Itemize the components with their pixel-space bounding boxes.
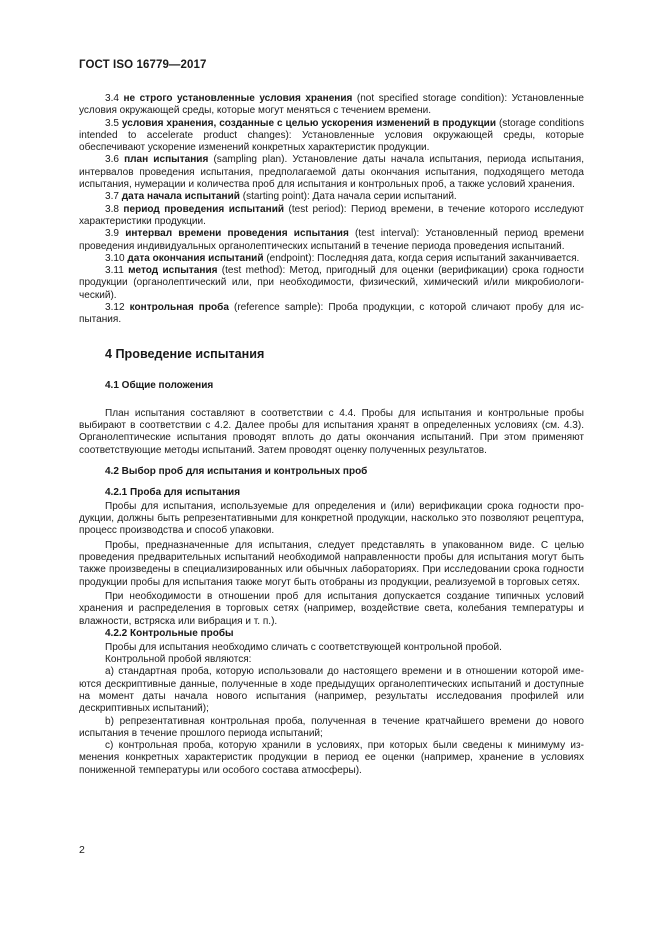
definition-term: дата начала испытаний	[121, 191, 240, 203]
section-4-2-2-item-b: b) репрезентативная контрольная проба, полученная в течение кратчайшего времени до нового испытания в течение прошлого периода испытаний;	[79, 715, 584, 739]
definition-number: 3.9	[105, 228, 119, 240]
definition-term: не строго установленные условия хранения	[123, 93, 353, 104]
section-4-1-heading: 4.1 Общие положения	[105, 379, 214, 391]
definition-term: план испытания	[124, 154, 209, 166]
section-4-1-paragraph: План испытания составляют в соответствии с 4.4. Пробы для испытания и контрольные пробы выбирают в соответствии с 4.2. Далее пробы для испытания хранят в определенных условиях (см. 4.3). Органолептические испытания проводят вплоть до даты окончания испытаний. При этом применяют соответствующие методы испытаний. Затем проводят оценку полученных результатов.	[79, 407, 584, 456]
page-number: 2	[79, 844, 85, 856]
definition-text: (endpoint): Последняя дата, когда серия испытаний заканчивается.	[263, 252, 580, 264]
section-4-2-1-heading: 4.2.1 Проба для испытания	[105, 486, 241, 498]
definition-text: (starting point): Дата начала серии испытаний.	[239, 191, 457, 203]
definition-3-4	[79, 93, 584, 118]
section-4-2-1-paragraph-2: Пробы, предназначенные для испытания, следует представлять в упакованном виде. С целью проведения предварительных испытаний необходимой направленности пробы для испытания могут быть также произведены в специализированных или обычных лабораториях. При исследовании срока годности продукции пробы для испытания также могут быть отобраны из продукции, реализуемой в торговых сетях.	[79, 539, 584, 588]
section-4-2-1-paragraph-1: Пробы для испытания, используемые для определения и (или) верификации срока годности продукции, должны быть репрезентативными для конкретной продукции, насколько это позволяют рецептура, процесс производства и способ упаковки.	[79, 500, 584, 537]
definition-term: дата окончания испытаний	[127, 252, 264, 264]
definition-text: (test interval): Установленный период времени проведения индивидуальных органолептических испытаний в течение периода проведения испытаний.	[79, 228, 584, 252]
section-4-2-heading: 4.2 Выбор проб для испытания и контрольных проб	[105, 465, 368, 477]
definition-number: 3.6	[105, 154, 119, 166]
definition-3-7	[79, 191, 584, 203]
definition-3-8	[79, 204, 584, 229]
section-4-2-1-paragraph-3: При необходимости в отношении проб для испытания допускается создание типичных условий хранения и распределения в торговых сетях (например, воздействие света, колебания температуры и влажности, встряска или вибрация и т. п.).	[79, 590, 584, 627]
definition-number: 3.7	[105, 191, 119, 203]
page-body	[79, 93, 584, 777]
definition-number: 3.11	[105, 265, 124, 277]
section-4-2-2-item-c: с) контрольная проба, которую хранили в условиях, при которых были сведены к минимуму изменения конкретных характеристик продукции в период ее оценки (например, хранение в условиях пониженной температуры или особого состава атмосферы).	[79, 740, 584, 776]
definition-3-5	[79, 118, 584, 155]
section-4-2-2-item-a: а) стандартная проба, которую использовали до настоящего времени и в отношении которой имеются дескриптивные данные, полученные в ходе предыдущих органолептических испытаний и доступные на момент даты начала нового испытания (например, результаты исследования профилей или дескриптивных испытаний);	[79, 666, 584, 715]
section-4-2-2-paragraph-1: Пробы для испытания необходимо сличать с соответствующей контрольной пробой.	[105, 641, 502, 653]
definition-text: (not specified storage condition): Установленные условия окружающей среды, которые могут меняться с течением времени.	[79, 93, 585, 117]
definition-text: (sampling plan). Установление даты начала испытания, периода испытания, интервалов проведения испытания, предполагаемой даты окончания испытания, подходящего метода испытания, нумерации и количества проб для испытания и контрольных проб, а также условий хранения.	[79, 154, 584, 191]
definition-term: условия хранения, созданные с целью ускорения изменений в продукции	[121, 117, 497, 129]
definition-number: 3.8	[105, 203, 119, 215]
definition-text: (test period): Период времени, в течение которого исследуют характеристики продукции.	[79, 203, 584, 227]
standard-title: ГОСТ ISO 16779—2017	[79, 59, 207, 71]
section-4-2-2-paragraph-2: Контрольной пробой являются:	[105, 654, 252, 666]
definition-3-10	[79, 253, 584, 265]
definition-3-9	[79, 228, 584, 253]
definition-3-6	[79, 154, 584, 191]
definition-number: 3.4	[105, 93, 119, 104]
definition-text: (test method): Метод, пригодный для оценки (верификации) срока годности продукции (органолептический или, при необходимости, физический, химический и/или микробиологический).	[79, 265, 584, 301]
definition-term: контрольная проба	[129, 302, 229, 314]
definition-text: (reference sample): Проба продукции, с которой сличают пробу для испытания.	[79, 302, 584, 326]
definition-number: 3.5	[105, 117, 119, 129]
definition-term: метод испытания	[128, 265, 218, 277]
definition-term: интервал времени проведения испытания	[125, 228, 349, 240]
definition-3-11	[79, 265, 584, 302]
definition-text: (storage conditions intended to accelerate product changes): Установленные условия окружающей среды, которые обеспечивают ускорение изменений конкретных характеристик продукции.	[79, 117, 584, 154]
section-4-2-2-heading: 4.2.2 Контрольные пробы	[105, 627, 234, 639]
section-4-heading: 4 Проведение испытания	[105, 346, 265, 361]
definition-number: 3.10	[105, 252, 125, 264]
definition-number: 3.12	[105, 302, 125, 314]
definition-3-12	[79, 302, 584, 327]
definition-term: период проведения испытаний	[123, 203, 285, 215]
